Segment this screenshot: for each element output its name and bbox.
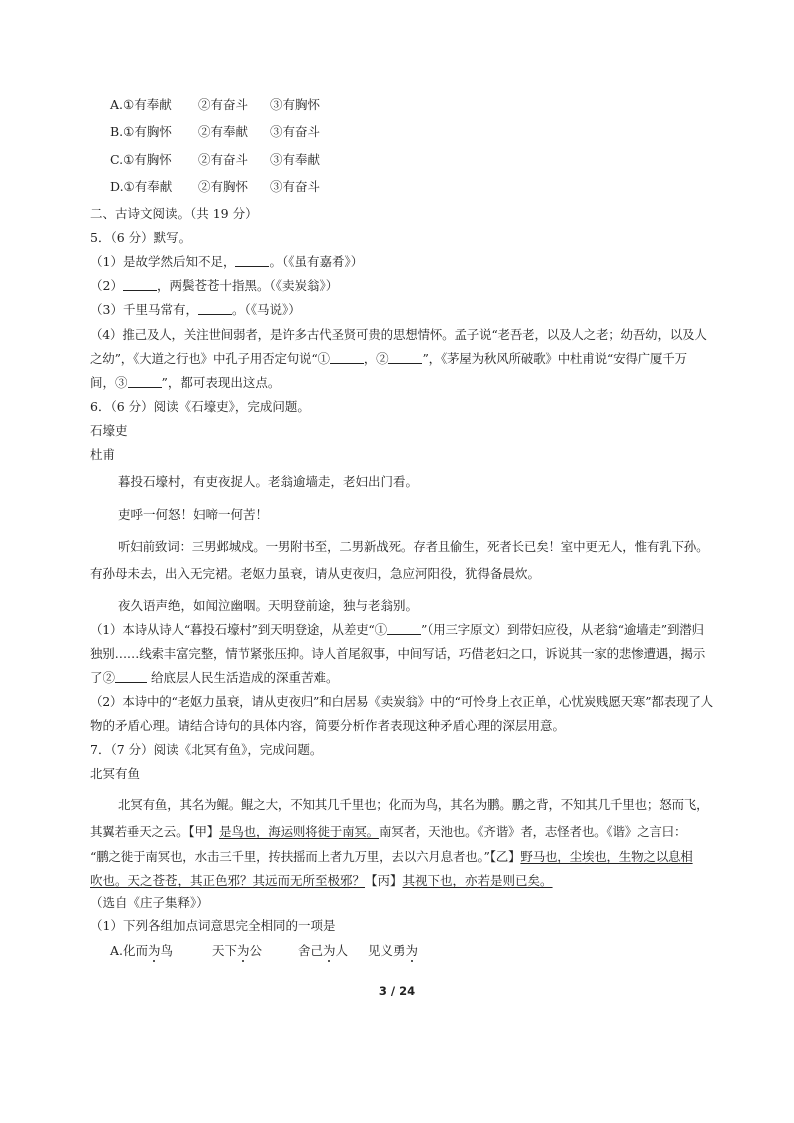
option-part: C.①有胸怀 xyxy=(110,152,172,167)
option-a xyxy=(110,97,320,113)
q5-line-1 xyxy=(90,254,363,270)
word-group xyxy=(212,943,298,959)
text-line-1: 北冥有鱼，其名为鲲。鲲之大，不知其几千里也；化而为鸟，其名为鹏。鹏之背，不知其几千里也；怒而飞， xyxy=(118,797,709,812)
option-part: D.①有奉献 xyxy=(110,179,173,194)
answer-blank[interactable] xyxy=(388,351,422,364)
answer-blank[interactable] xyxy=(235,254,269,267)
text: A. xyxy=(110,943,124,958)
q5-title: 5．（6 分）默写。 xyxy=(90,230,192,245)
text: ”（用三字原文）到带妇应役，从老翁“逾墙走”到潜归 xyxy=(420,622,704,637)
text: 之幼”，《大道之行也》中孔子用否定句说“① xyxy=(90,351,330,366)
option-part: ③有胸怀 xyxy=(270,97,321,112)
q7-option-a xyxy=(110,943,418,959)
section-heading: 二、古诗文阅读。（共 19 分） xyxy=(90,206,258,221)
dotted-char: 为 xyxy=(148,943,161,958)
text: （3）千里马常有， xyxy=(90,302,198,317)
text: 见义勇 xyxy=(368,943,406,958)
option-part: ②有奋斗 xyxy=(198,152,249,167)
text: 舍己 xyxy=(298,943,324,958)
q7-sub1: （1）下列各组加点词意思完全相同的一项是 xyxy=(90,918,336,933)
text: 【丙】 xyxy=(365,873,403,888)
option-part: ②有奉献 xyxy=(198,124,249,139)
option-part: ③有奋斗 xyxy=(270,124,321,139)
text: 南冥者，天池也。《齐谐》者，志怪者也。《谐》之言曰： xyxy=(378,824,687,839)
underlined-text: 其视下也，亦若是则已矣。 xyxy=(402,873,553,888)
text: ”，都可表现出这点。 xyxy=(161,375,281,390)
underlined-text: 是鸟也，海运则将徙于南冥。 xyxy=(219,824,379,839)
poem-author: 杜甫 xyxy=(90,447,116,462)
option-d xyxy=(110,179,320,195)
text: ，② xyxy=(363,351,389,366)
text: 。（《虽有嘉肴》） xyxy=(269,254,364,269)
text: （2） xyxy=(90,278,123,293)
word-group xyxy=(110,943,212,959)
poem-line-3a: 听妇前致词：三男邺城戍。一男附书至，二男新战死。存者且偷生，死者长已矣！室中更无人，惟有乳下孙。 xyxy=(118,539,709,554)
text-source: （选自《庄子集释》） xyxy=(90,895,209,910)
q5-line-4c xyxy=(90,375,280,391)
q5-line-3 xyxy=(90,302,301,318)
page-number: 3 / 24 xyxy=(378,984,416,998)
text: 。（《马说》） xyxy=(231,302,301,317)
option-part: ③有奉献 xyxy=(270,152,321,167)
text: 给底层人民生活造成的深重苦难。 xyxy=(147,670,339,685)
text-title: 北冥有鱼 xyxy=(90,766,141,781)
text-line-2 xyxy=(90,824,686,840)
word-group xyxy=(298,943,368,959)
q5-line-2 xyxy=(90,278,338,294)
q5-line-4b xyxy=(90,351,687,367)
dotted-char: 为 xyxy=(237,943,250,958)
text-line-4 xyxy=(90,873,553,889)
option-part: A.①有奉献 xyxy=(110,97,172,112)
text: 了② xyxy=(90,670,116,685)
text: 间，③ xyxy=(90,375,128,390)
option-part: ②有奋斗 xyxy=(198,97,249,112)
word-group xyxy=(368,943,418,959)
poem-line-2: 吏呼一何怒！妇啼一何苦！ xyxy=(118,507,269,522)
answer-blank[interactable] xyxy=(115,670,147,683)
q6-sub1-line-a xyxy=(90,622,704,638)
dotted-char: 为 xyxy=(323,943,336,958)
q6-title: 6．（6 分）阅读《石壕吏》，完成问题。 xyxy=(90,399,310,414)
text: “鹏之徙于南冥也，水击三千里，抟扶摇而上者九万里，去以六月息者也。”【乙】 xyxy=(90,849,521,864)
answer-blank[interactable] xyxy=(198,302,232,315)
text-line-3 xyxy=(90,849,693,865)
option-b xyxy=(110,124,320,140)
option-part: B.①有胸怀 xyxy=(110,124,172,139)
q6-sub1-line-c xyxy=(90,670,339,686)
text: 化而 xyxy=(123,943,149,958)
option-part: ③有奋斗 xyxy=(270,179,321,194)
text: 人 xyxy=(335,943,349,958)
q6-sub1-line-b: 独别……线索丰富完整，情节紧张压抑。诗人首尾叙事，中间写话，巧借老妇之口，诉说其一家的悲惨遭遇，揭示 xyxy=(90,646,706,661)
answer-blank[interactable] xyxy=(387,622,421,635)
answer-blank[interactable] xyxy=(123,278,157,291)
q6-sub2-line-b: 物的矛盾心理。请结合诗句的具体内容，简要分析作者表现这种矛盾心理的深层用意。 xyxy=(90,718,566,733)
q6-sub2-line-a: （2）本诗中的“老妪力虽衰，请从吏夜归”和白居易《卖炭翁》中的“可怜身上衣正单，心忧炭贱愿天寒”都表现了人 xyxy=(90,694,713,709)
text: ，两鬓苍苍十指黑。（《卖炭翁》） xyxy=(156,278,339,293)
text: ”，《茅屋为秋风所破歌》中杜甫说“安得广厦千万 xyxy=(422,351,687,366)
text: 其翼若垂天之云。【甲】 xyxy=(90,824,220,839)
q7-title: 7．（7 分）阅读《北冥有鱼》，完成问题。 xyxy=(90,742,323,757)
option-c xyxy=(110,152,320,168)
text: （1）是故学然后知不足， xyxy=(90,254,236,269)
text: 公 xyxy=(249,943,263,958)
underlined-text: 吹也。天之苍苍，其正色邪？其远而无所至极邪？ xyxy=(90,873,366,888)
text: 天下 xyxy=(212,943,238,958)
poem-line-4: 夜久语声绝，如闻泣幽咽。天明登前途，独与老翁别。 xyxy=(118,598,419,613)
underlined-text: 野马也，尘埃也，生物之以息相 xyxy=(520,849,693,864)
dotted-char: 为 xyxy=(405,943,419,958)
poem-line-1: 暮投石壕村，有吏夜捉人。老翁逾墙走，老妇出门看。 xyxy=(118,474,419,489)
q5-line-4a: （4）推己及人，关注世间弱者，是许多古代圣贤可贵的思想情怀。孟子说“老吾老，以及人之老；幼吾幼，以及人 xyxy=(90,327,707,342)
option-part: ②有胸怀 xyxy=(198,179,249,194)
answer-blank[interactable] xyxy=(128,375,162,388)
text: 鸟 xyxy=(160,943,174,958)
text: （1）本诗从诗人“暮投石壕村”到天明登途，从差吏“① xyxy=(90,622,387,637)
poem-title: 石壕吏 xyxy=(90,423,128,438)
poem-line-3b: 有孙母未去，出入无完裙。老妪力虽衰，请从吏夜归，急应河阳役，犹得备晨炊。 xyxy=(90,566,541,581)
answer-blank[interactable] xyxy=(330,351,364,364)
